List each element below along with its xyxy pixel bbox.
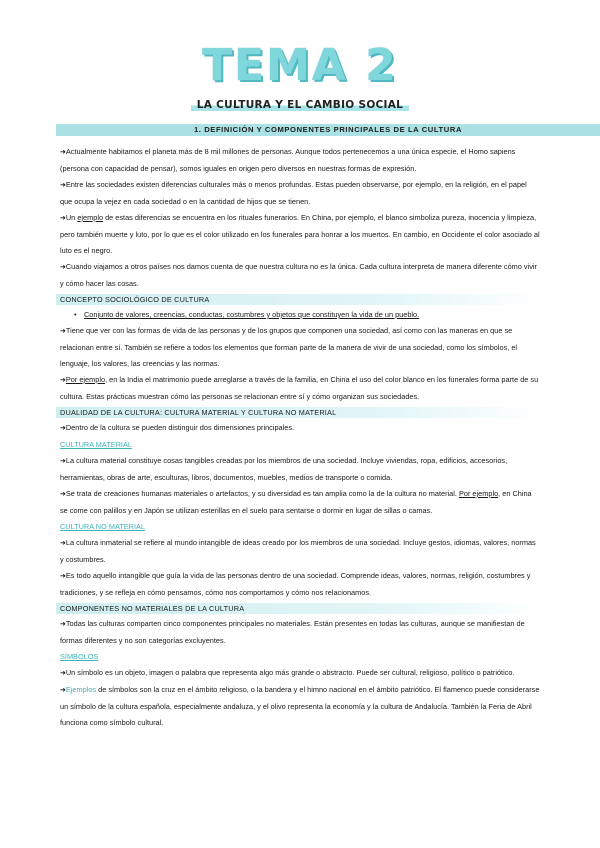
subheading-concepto: CONCEPTO SOCIOLÓGICO DE CULTURA (56, 294, 540, 305)
arrow-icon: ➜ (60, 458, 66, 465)
paragraph-text: Tiene que ver con las formas de vida de las personas y de los grupos que componen una sociedad, así como con las maneras en que se relacionan entre sí. También se refiere a todos los elementos que forman parte de la manera de vivir de una sociedad, como los símbolos, el lenguaje, los valores, las creencias y las normas. (60, 326, 518, 368)
arrow-icon: ➜ (60, 182, 66, 189)
bullet-item (60, 307, 540, 323)
paragraph (60, 259, 540, 292)
arrow-icon: ➜ (60, 670, 66, 677)
arrow-icon: ➜ (60, 328, 66, 335)
bullet-text: Conjunto de valores, creencias, conductas, costumbres y objetos que constituyen la vida de un pueblo. (84, 310, 420, 319)
arrow-icon: ➜ (60, 425, 66, 432)
paragraph-text: La cultura material constituye cosas tangibles creadas por los miembros de una sociedad. Incluye viviendas, ropa, edificios, accesorios, herramientas, obras de arte, esculturas, libros, documentos, muebles, medios de transporte o comida. (60, 456, 508, 482)
arrow-icon: ➜ (60, 491, 66, 498)
paragraph-text: Actualmente habitamos el planeta más de 8 mil millones de personas. Aunque todos pertenecemos a una única especie, el Homo sapiens (persona con capacidad de pensar), somos iguales en origen pero diversos en nuestras formas de expresión. (60, 147, 516, 173)
highlighted-text: Ejemplos (65, 685, 97, 694)
paragraph (60, 420, 540, 437)
arrow-icon: ➜ (60, 573, 66, 580)
subsection-cultura-no-material: CULTURA NO MATERIAL (60, 522, 146, 531)
arrow-icon: ➜ (60, 540, 66, 547)
paragraph-text: Cuando viajamos a otros países nos damos cuenta de que nuestra cultura no es la única. Cada cultura interpreta de manera diferente cómo vivir y cómo hacer las cosas. (60, 262, 537, 288)
paragraph-text: de símbolos son la cruz en el ámbito religioso, o la bandera y el himno nacional en el ámbito patriótico. El flamenco puede considerarse un símbolo de la cultura española, especialmente andaluza, y el olivo representa la economía y la cultura de Andalucía. También la Feria de Abril funciona como símbolo cultural. (60, 685, 540, 727)
document-body (60, 144, 540, 731)
paragraph (60, 486, 540, 519)
subtitle-container (0, 95, 600, 113)
subheading-dualidad: DUALIDAD DE LA CULTURA: CULTURA MATERIAL Y CULTURA NO MATERIAL (56, 407, 540, 418)
paragraph-text: Un símbolo es un objeto, imagen o palabra que representa algo más grande o abstracto. Puede ser cultural, religioso, político o patriótico. (65, 668, 515, 677)
paragraph-text: Dentro de la cultura se pueden distinguir dos dimensiones principales. (65, 423, 295, 432)
underlined-text: ejemplo (77, 213, 104, 222)
subsection-cultura-material: CULTURA MATERIAL (60, 440, 132, 449)
title-container (0, 40, 600, 91)
paragraph (60, 535, 540, 568)
paragraph-text: Es todo aquello intangible que guía la vida de las personas dentro de una sociedad. Comprende ideas, valores, normas, religión, costumbres y tradiciones, y se refleja en cómo pensamos, cómo nos comportamos y cómo nos relacionamos. (60, 571, 531, 597)
paragraph (60, 323, 540, 372)
paragraph (60, 210, 540, 259)
paragraph-text: Todas las culturas comparten cinco componentes principales no materiales. Están presentes en todas las culturas, aunque se manifiestan de formas diferentes y no son categorías excluyentes. (60, 619, 525, 645)
paragraph (60, 682, 540, 731)
paragraph-text: Entre las sociedades existen diferencias culturales más o menos profundas. Estas pueden observarse, por ejemplo, en la religión, en el papel que ocupa la vejez en cada sociedad o en la cantidad de hijos que se tienen. (60, 180, 527, 206)
page-subtitle: LA CULTURA Y EL CAMBIO SOCIAL (191, 99, 409, 111)
arrow-icon: ➜ (60, 149, 66, 156)
arrow-icon: ➜ (60, 687, 66, 694)
paragraph (60, 568, 540, 601)
paragraph (60, 665, 540, 682)
paragraph-text: Se trata de creaciones humanas materiales o artefactos, y su diversidad es tan amplia como la de la cultura no material. (65, 489, 459, 498)
underlined-text: Por ejemplo (458, 489, 499, 498)
paragraph (60, 144, 540, 177)
arrow-icon: ➜ (60, 621, 66, 628)
paragraph-text: de estas diferencias se encuentra en los rituales funerarios. En China, por ejemplo, el blanco simboliza pureza, inocencia y limpieza, pero también muerte y luto, por lo que es el color utilizado en los funerales para honrar a los muertos. En cambio, en Occidente el color asociado al luto es el negro. (60, 213, 540, 255)
paragraph (60, 372, 540, 405)
arrow-icon: ➜ (60, 264, 66, 271)
paragraph-text: La cultura inmaterial se refiere al mundo intangible de ideas creado por los miembros de una sociedad. Incluye gestos, idiomas, valores, normas y costumbres. (60, 538, 536, 564)
arrow-icon: ➜ (60, 215, 66, 222)
paragraph (60, 453, 540, 486)
paragraph-text: , en la India el matrimonio puede arreglarse a través de la familia, en China el uso del color blanco en los funerales forma parte de su cultura. Estas prácticas muestran cómo las personas se relacionan entre sí y cómo organizan sus sociedades. (60, 375, 539, 401)
paragraph (60, 177, 540, 210)
subheading-componentes: COMPONENTES NO MATERIALES DE LA CULTURA (56, 603, 540, 614)
paragraph (60, 616, 540, 649)
section-heading: 1. DEFINICIÓN Y COMPONENTES PRINCIPALES DE LA CULTURA (56, 124, 600, 136)
paragraph-text: , en China se come con palillos y en Japón se utilizan esterillas en el suelo para sentarse o dormir en lugar de sillas o camas. (60, 489, 532, 515)
arrow-icon: ➜ (60, 377, 66, 384)
paragraph-text: Un (65, 213, 78, 222)
underlined-text: Por ejemplo (65, 375, 106, 384)
subsection-simbolos: SÍMBOLOS (60, 652, 99, 661)
page-title: TEMA 2 (202, 40, 398, 91)
